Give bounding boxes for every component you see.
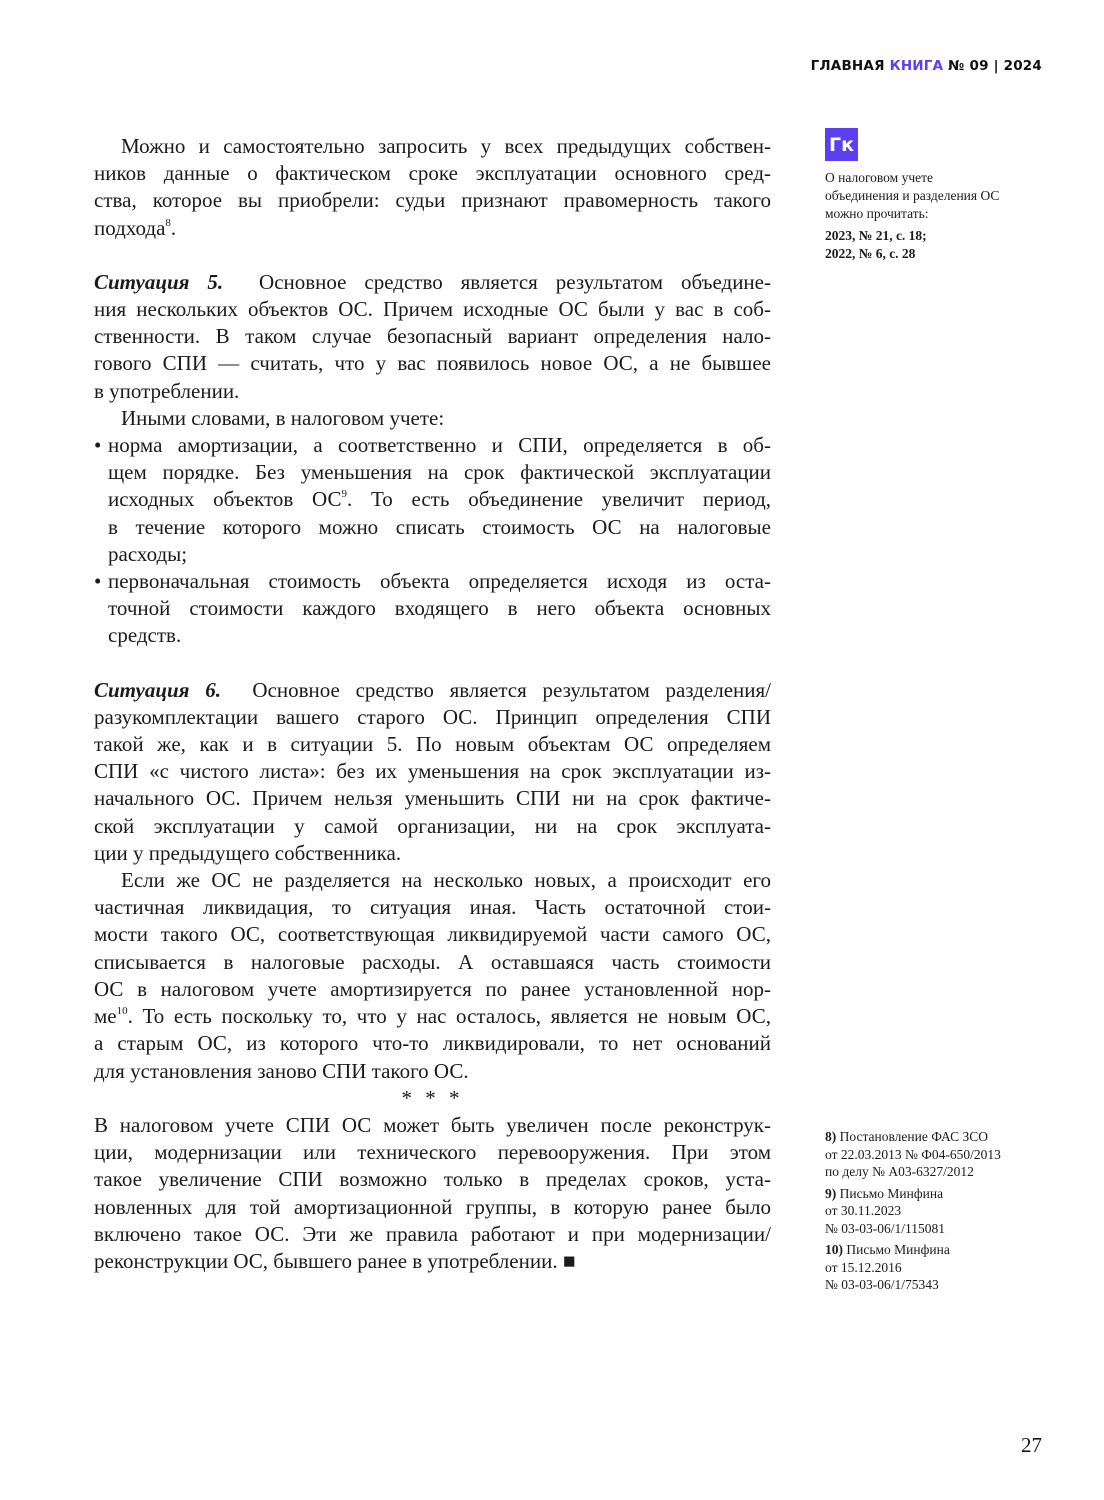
footnote-ref: 8 (165, 216, 171, 229)
bullet-item (94, 432, 771, 568)
sidebar-reference: 2022, № 6, с. 28 (825, 246, 916, 261)
text-line (94, 378, 771, 405)
text-segment: Иными словами, в налоговом учете: (121, 405, 445, 430)
footnote (825, 1241, 1055, 1294)
footnote-line (825, 1276, 1055, 1294)
text-segment: . То есть поскольку то, что у нас осталось, является не новым ОС, (127, 1004, 771, 1029)
text-line (94, 405, 771, 432)
footnote-line (825, 1146, 1055, 1164)
text-line (108, 622, 771, 649)
text-segment: начального ОС. Причем нельзя уменьшить СПИ ни на срок фактиче- (94, 786, 771, 811)
footnote-text: от 30.11.2023 (825, 1203, 902, 1218)
paragraph (94, 677, 771, 867)
text-segment: ской эксплуатации у самой организации, ни на срок эксплуата- (94, 813, 771, 838)
magazine-title: ГЛАВНАЯ (810, 58, 890, 74)
footnote-number: 10) (825, 1242, 843, 1257)
text-segment: новленных для той амортизационной группы, в которую ранее было (94, 1194, 771, 1219)
text-segment: СПИ «с чистого листа»: без их уменьшения на срок эксплуатации из- (94, 759, 771, 784)
issue-number: № 09 | 2024 (943, 58, 1042, 74)
paragraph (94, 269, 771, 405)
paragraph (94, 405, 771, 432)
text-line (94, 921, 771, 948)
article-body (94, 133, 771, 1275)
text-line (94, 323, 771, 350)
text-line (108, 514, 771, 541)
text-segment: норма амортизации, а соответственно и СПИ, определяется в об- (108, 433, 771, 458)
footnote-line (825, 1241, 1055, 1259)
situation-heading: Ситуация 6. (94, 677, 221, 702)
footnote-text: по делу № А03-6327/2012 (825, 1164, 974, 1179)
text-line (94, 949, 771, 976)
magazine-title-accent: КНИГА (889, 58, 944, 74)
text-line (94, 1248, 771, 1275)
footnote-text: Постановление ФАС ЗСО (836, 1129, 989, 1144)
text-line (94, 1030, 771, 1057)
text-line (108, 541, 771, 568)
text-segment: точной стоимости каждого входящего в него объекта основных (108, 596, 771, 621)
text-line (94, 296, 771, 323)
text-line (94, 976, 771, 1003)
text-line (94, 813, 771, 840)
text-segment: включено такое ОС. Эти же правила работают и при модернизации/ (94, 1221, 771, 1246)
text-line (94, 1166, 771, 1193)
footnote-ref: 9 (341, 488, 347, 501)
text-segment: ственности. В таком случае безопасный вариант определения нало- (94, 324, 771, 349)
sidebar-note (825, 128, 1045, 263)
text-segment: Если же ОС не разделяется на несколько новых, а происходит его (121, 868, 771, 893)
footnote-line (825, 1185, 1055, 1203)
footnote-line (825, 1163, 1055, 1181)
text-line (94, 731, 771, 758)
text-line (94, 677, 771, 704)
paragraph (94, 133, 771, 242)
footnote-text: № 03-03-06/1/115081 (825, 1220, 945, 1236)
paragraph-gap (94, 650, 771, 677)
footnote-text: от 15.12.2016 (825, 1259, 902, 1275)
text-segment: реконструкции ОС, бывшего ранее в употреблении. ■ (94, 1248, 576, 1273)
page-number: 27 (1021, 1433, 1042, 1457)
text-line (94, 1139, 771, 1166)
text-segment: Можно и самостоятельно запросить у всех предыдущих собствен- (121, 134, 771, 158)
text-line (94, 840, 771, 867)
footnotes (825, 1128, 1055, 1298)
text-line (94, 350, 771, 377)
text-segment: . То есть объединение увеличит период, (346, 487, 772, 512)
text-segment: В налоговом учете СПИ ОС может быть увеличен после реконструк- (94, 1112, 771, 1137)
text-segment: в употреблении. (94, 378, 240, 403)
text-segment: исходных объектов ОС (108, 487, 342, 512)
footnote-text: Письмо Минфина (836, 1185, 944, 1201)
text-line (94, 133, 771, 160)
paragraph-gap (94, 242, 771, 269)
bullet-icon: • (94, 433, 102, 458)
footnote-text: Письмо Минфина (843, 1242, 950, 1257)
text-line (94, 785, 771, 812)
footnote (825, 1128, 1055, 1181)
text-segment: ции у предыдущего собственника. (94, 840, 402, 865)
text-line (94, 758, 771, 785)
text-line (108, 432, 771, 459)
text-line (108, 459, 771, 486)
text-line (94, 894, 771, 921)
text-line (94, 867, 771, 894)
sidebar-line: объединения и разделения ОС (825, 188, 1000, 203)
paragraph (94, 867, 771, 1085)
footnote-text: от 22.03.2013 № Ф04-650/2013 (825, 1146, 1001, 1162)
text-line (108, 595, 771, 622)
text-segment: ции, модернизации или технического перевооружения. При этом (94, 1140, 771, 1165)
text-line (94, 1003, 771, 1030)
footnote-ref: 10 (116, 1005, 128, 1018)
text-segment: расходы; (108, 541, 188, 566)
text-segment: в течение которого можно списать стоимость ОС на налоговые (108, 514, 771, 539)
text-line (108, 486, 771, 513)
text-segment: мости такого ОС, соответствующая ликвидируемой части самого ОС, (94, 922, 771, 947)
footnote (825, 1185, 1055, 1238)
text-segment: частичная ликвидация, то ситуация иная. Часть остаточной стои- (94, 895, 771, 920)
text-segment: первоначальная стоимость объекта определяется исходя из оста- (108, 569, 771, 594)
text-segment: ства, которое вы приобрели: судьи признают правомерность такого (94, 188, 771, 213)
text-segment: ников данные о фактическом сроке эксплуатации основного сред- (94, 161, 771, 186)
footnote-number: 9) (825, 1185, 837, 1201)
bullet-item (94, 568, 771, 650)
paragraph (94, 1112, 771, 1275)
text-line (94, 269, 771, 296)
text-line (94, 160, 771, 187)
text-segment: такое увеличение СПИ возможно только в пределах сроков, уста- (94, 1167, 771, 1192)
bullet-icon: • (94, 569, 102, 594)
text-segment: щем порядке. Без уменьшения на срок фактической эксплуатации (108, 460, 771, 485)
text-segment: ния нескольких объектов ОС. Причем исходные ОС были у вас в соб- (94, 297, 771, 322)
text-segment: списывается в налоговые расходы. А оставшаяся часть стоимости (94, 949, 771, 974)
sidebar-reference: 2023, № 21, с. 18; (825, 228, 927, 243)
text-line (94, 704, 771, 731)
footnote-line (825, 1220, 1055, 1238)
text-segment: ме (94, 1004, 117, 1029)
sidebar-text (825, 169, 1045, 263)
gk-logo-icon: Гк (825, 128, 858, 161)
situation-heading: Ситуация 5. (94, 269, 224, 294)
footnote-line (825, 1259, 1055, 1277)
magazine-header (811, 58, 1042, 74)
sidebar-line: можно прочитать: (825, 206, 929, 221)
text-line (94, 1194, 771, 1221)
text-line (94, 1112, 771, 1139)
footnote-line (825, 1202, 1055, 1220)
text-line (94, 187, 771, 214)
text-segment: Основное средство является результатом объедине- (223, 269, 771, 294)
text-segment: для установления заново СПИ такого ОС. (94, 1058, 469, 1083)
text-segment: . (170, 215, 177, 240)
text-segment: гового СПИ — считать, что у вас появилось новое ОС, а не бывшее (94, 351, 771, 376)
text-segment: средств. (108, 623, 182, 648)
text-segment: Основное средство является результатом разделения/ (220, 677, 771, 702)
text-line (94, 1221, 771, 1248)
footnote-text: № 03-03-06/1/75343 (825, 1277, 939, 1292)
text-segment: разукомплектации вашего старого ОС. Принцип определения СПИ (94, 704, 771, 729)
footnote-line (825, 1128, 1055, 1146)
sidebar-line: О налоговом учете (825, 170, 934, 185)
footnote-number: 8) (825, 1129, 837, 1144)
text-line (94, 215, 771, 242)
text-line (94, 1058, 771, 1085)
text-segment: ОС в налоговом учете амортизируется по ранее установленной нор- (94, 976, 771, 1001)
text-line (108, 568, 771, 595)
section-divider: * * * (401, 1085, 464, 1110)
text-segment: такой же, как и в ситуации 5. По новым объектам ОС определяем (94, 732, 771, 757)
text-segment: а старым ОС, из которого что-то ликвидировали, то нет оснований (94, 1031, 771, 1056)
text-segment: подхода (94, 215, 166, 240)
